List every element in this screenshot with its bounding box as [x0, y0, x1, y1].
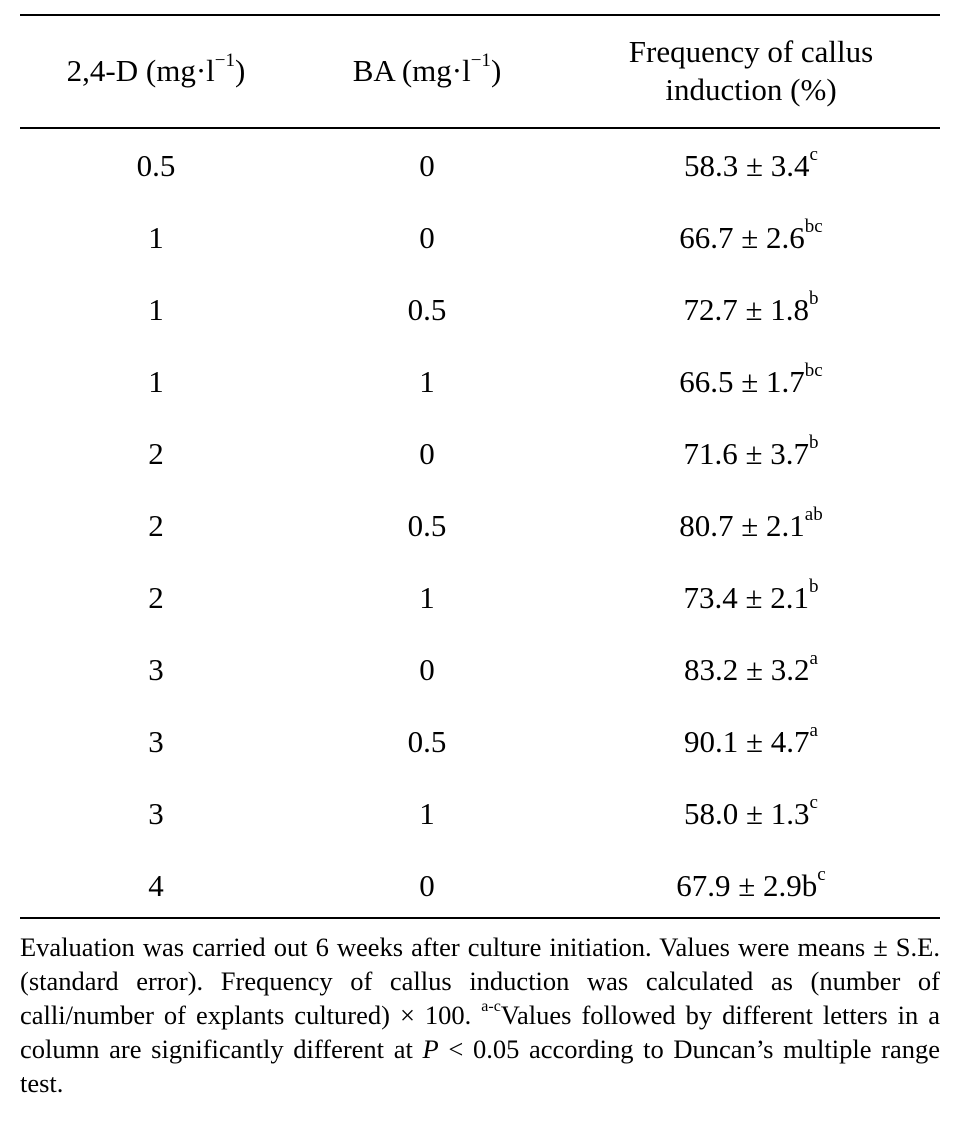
header-frequency: Frequency of callus induction (%)	[628, 34, 874, 107]
cell-frequency	[562, 562, 940, 634]
cell-frequency-text: 66.7 ± 2.6	[679, 220, 805, 255]
table-row	[20, 490, 940, 562]
header-ba-close: )	[490, 53, 502, 88]
cell-ba: 1	[419, 580, 435, 615]
cell-2-4-d: 1	[148, 364, 164, 399]
cell-ba: 0	[419, 868, 435, 903]
cell-frequency-text: 58.3 ± 3.4	[684, 148, 810, 183]
table-row	[20, 130, 940, 202]
cell-frequency-value	[683, 575, 819, 616]
cell-frequency-text: 66.5 ± 1.7	[679, 364, 805, 399]
footnote-text-1: Evaluation was carried out 6 weeks after culture initiation. Values were means ± S.E. (standard error). Frequency of callus induction was calculated as (number of calli/number of explants cultured) × 100.	[20, 932, 940, 1030]
header-ba	[292, 16, 562, 126]
cell-frequency	[562, 202, 940, 274]
cell-frequency-superscript: bc	[804, 215, 823, 237]
table-footnote	[20, 930, 940, 1100]
cell-ba: 1	[419, 364, 435, 399]
cell-frequency-text: 73.4 ± 2.1	[683, 580, 809, 615]
cell-ba: 0.5	[407, 292, 447, 327]
cell-2-4-d: 3	[148, 724, 164, 759]
cell-frequency-value	[679, 503, 823, 544]
table-row	[20, 706, 940, 778]
cell-frequency-text: 71.6 ± 3.7	[683, 436, 809, 471]
table-row	[20, 850, 940, 922]
cell-frequency-superscript: b	[809, 575, 819, 597]
cell-frequency-superscript: b	[809, 431, 819, 453]
table-row	[20, 202, 940, 274]
cell-frequency-superscript: b	[809, 287, 819, 309]
cell-frequency-text: 83.2 ± 3.2	[684, 652, 810, 687]
cell-frequency	[562, 634, 940, 706]
table-body	[20, 130, 940, 922]
cell-frequency-value	[684, 647, 818, 688]
cell-frequency	[562, 706, 940, 778]
table-bottom-rule	[20, 917, 940, 919]
header-2-4-d-close: )	[234, 53, 246, 88]
cell-frequency-value	[683, 287, 819, 328]
table-header-rule	[20, 127, 940, 129]
cell-2-4-d: 2	[148, 436, 164, 471]
footnote-text-3: < 0.05 according to Duncan’s multiple range test.	[20, 1034, 940, 1098]
header-2-4-d	[20, 16, 292, 126]
footnote-text-2: Values followed by different letters in a column are significantly different at	[20, 1000, 940, 1064]
cell-2-4-d: 4	[148, 868, 164, 903]
cell-ba: 0	[419, 148, 435, 183]
cell-2-4-d: 3	[148, 796, 164, 831]
cell-frequency-superscript: a	[809, 719, 818, 741]
table-row	[20, 778, 940, 850]
table-row	[20, 274, 940, 346]
cell-frequency	[562, 418, 940, 490]
header-2-4-d-text: 2,4-D (mg·l	[66, 53, 215, 88]
header-ba-text: BA (mg·l	[352, 53, 471, 88]
cell-2-4-d: 2	[148, 580, 164, 615]
cell-frequency-text: 58.0 ± 1.3	[684, 796, 810, 831]
cell-frequency-value	[684, 719, 818, 760]
table-row	[20, 562, 940, 634]
cell-frequency-superscript: ab	[804, 503, 823, 525]
cell-ba: 1	[419, 796, 435, 831]
header-2-4-d-superscript: −1	[214, 49, 235, 71]
cell-2-4-d: 2	[148, 508, 164, 543]
cell-frequency-text: 80.7 ± 2.1	[679, 508, 805, 543]
cell-2-4-d: 0.5	[136, 148, 176, 183]
cell-frequency	[562, 346, 940, 418]
table-header	[20, 16, 940, 126]
cell-frequency-superscript: c	[809, 791, 818, 813]
cell-frequency-value	[684, 791, 818, 832]
cell-ba: 0	[419, 652, 435, 687]
cell-frequency-text: 90.1 ± 4.7	[684, 724, 810, 759]
cell-ba: 0	[419, 220, 435, 255]
cell-frequency-value	[683, 431, 819, 472]
cell-frequency-text: 72.7 ± 1.8	[683, 292, 809, 327]
table-row	[20, 346, 940, 418]
cell-2-4-d: 1	[148, 220, 164, 255]
cell-ba: 0.5	[407, 724, 447, 759]
cell-frequency	[562, 850, 940, 922]
cell-frequency	[562, 274, 940, 346]
cell-frequency	[562, 778, 940, 850]
cell-frequency-text: 67.9 ± 2.9b	[676, 868, 818, 903]
cell-frequency-superscript: bc	[804, 359, 823, 381]
cell-frequency-value	[679, 359, 823, 400]
cell-frequency-value	[684, 143, 818, 184]
cell-frequency-superscript: c	[817, 863, 826, 885]
footnote-p-symbol: P	[422, 1034, 439, 1064]
cell-frequency	[562, 490, 940, 562]
table-page	[20, 0, 940, 1139]
footnote-superscript: a-c	[481, 998, 501, 1016]
cell-2-4-d: 3	[148, 652, 164, 687]
cell-frequency-superscript: c	[809, 143, 818, 165]
table-row	[20, 634, 940, 706]
cell-frequency	[562, 130, 940, 202]
header-ba-superscript: −1	[470, 49, 491, 71]
table-row	[20, 418, 940, 490]
cell-2-4-d: 1	[148, 292, 164, 327]
cell-frequency-value	[679, 215, 823, 256]
cell-ba: 0.5	[407, 508, 447, 543]
cell-ba: 0	[419, 436, 435, 471]
cell-frequency-value	[676, 863, 826, 904]
cell-frequency-superscript: a	[809, 647, 818, 669]
